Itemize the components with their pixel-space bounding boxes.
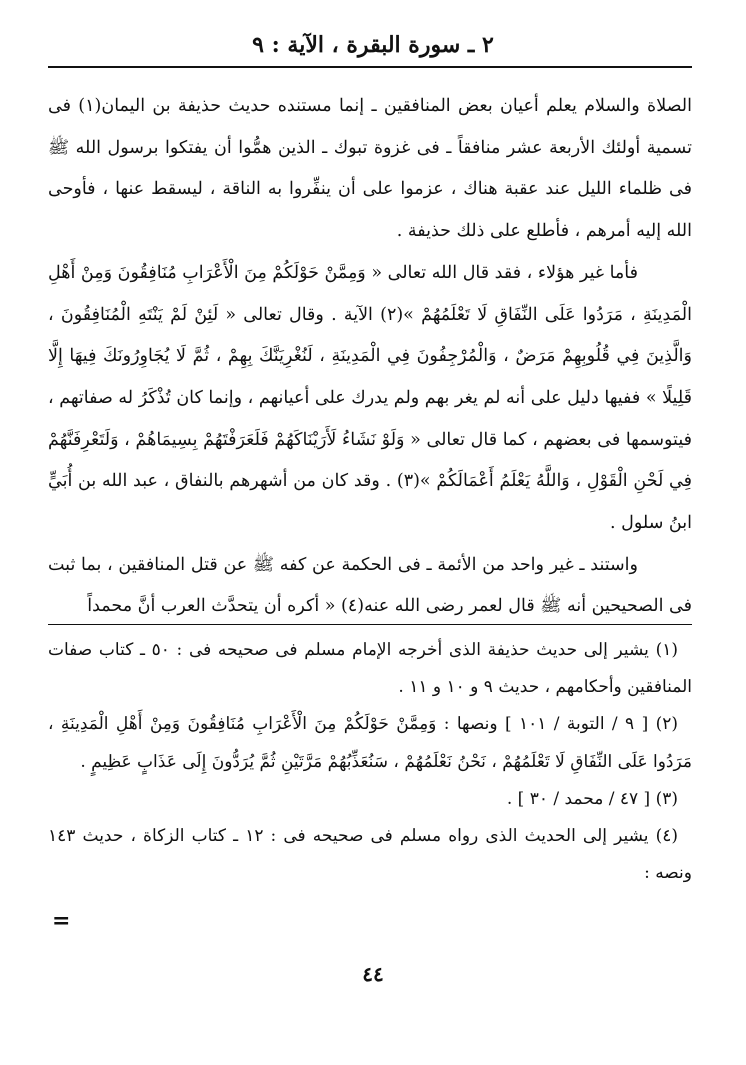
footnote: (٤) يشير إلى الحديث الذى رواه مسلم فى صحيحه فى : ١٢ ـ كتاب الزكاة ، حديث ١٤٣ ونصه :	[48, 826, 692, 884]
footnote-separator	[48, 624, 692, 625]
page-number: ٤٤	[362, 962, 384, 986]
footnote: (٣) [ ٤٧ / محمد / ٣٠ ] .	[506, 788, 678, 809]
running-head: ٢ ـ سورة البقرة ، الآية : ٩	[252, 32, 494, 58]
continuation-mark: =	[52, 908, 71, 934]
header-rule	[48, 66, 692, 68]
paragraph: واستند ـ غير واحد من الأئمة ـ فى الحكمة عن كفه ﷺ عن قتل المنافقين ، بما ثبت فى الصحيحين أنه ﷺ قال لعمر رضى الله عنه(٤) « أكره أن يتحدَّث العرب أنَّ محمداً	[48, 554, 692, 617]
footnote: (٢) [ ٩ / التوبة / ١٠١ ] ونصها : وَمِمَّنْ حَوْلَكُمْ مِنَ الْأَعْرَابِ مُنَافِقُونَ وَمِنْ أَهْلِ الْمَدِينَةِ ، مَرَدُوا عَلَى النِّفَاقِ لَا تَعْلَمُهُمْ ، نَحْنُ نَعْلَمُهُمْ ، سَنُعَذِّبُهُمْ مَرَّتَيْنِ ثُمَّ يُرَدُّونَ إِلَى عَذَابٍ عَظِيمٍ .	[48, 714, 692, 772]
main-text	[48, 86, 692, 628]
paragraph: الصلاة والسلام يعلم أعيان بعض المنافقين ـ إنما مستنده حديث حذيفة بن اليمان(١) فى تسمية أولئك الأربعة عشر منافقاً ـ فى غزوة تبوك ـ الذين همُّوا أن يفتكوا برسول الله ﷺ فى ظلماء الليل عند عقبة هناك ، عزموا على أن ينفِّروا به الناقة ، ليسقط عنها ، فأوحى الله إليه أمرهم ، فأطلع على ذلك حذيفة .	[48, 96, 693, 242]
footnote: (١) يشير إلى حديث حذيفة الذى أخرجه الإمام مسلم فى صحيحه فى : ٥٠ ـ كتاب صفات المنافقين وأحكامهم ، حديث ٩ و ١٠ و ١١ .	[48, 640, 692, 698]
footnotes	[48, 632, 692, 892]
paragraph: فأما غير هؤلاء ، فقد قال الله تعالى « وَمِمَّنْ حَوْلَكُمْ مِنَ الْأَعْرَابِ مُنَافِقُونَ وَمِنْ أَهْلِ الْمَدِينَةِ ، مَرَدُوا عَلَى النِّفَاقِ لَا تَعْلَمُهُمْ »(٢) الآية . وقال تعالى « لَئِنْ لَمْ يَنْتَهِ الْمُنَافِقُونَ ، وَالَّذِينَ فِي قُلُوبِهِمْ مَرَضٌ ، وَالْمُرْجِفُونَ فِي الْمَدِينَةِ ، لَنُغْرِيَنَّكَ بِهِمْ ، ثُمَّ لَا يُجَاوِرُونَكَ فِيهَا إِلَّا قَلِيلًا » ففيها دليل على أنه لم يغر بهم ولم يدرك على أعيانهم ، وإنما كان تُذْكَرُ له صفاتهم ، فيتوسمها فى بعضهم ، كما قال تعالى « وَلَوْ نَشَاءُ لَأَرَيْنَاكَهُمْ فَلَعَرَفْتَهُمْ بِسِيمَاهُمْ ، وَلَتَعْرِفَنَّهُمْ فِي لَحْنِ الْقَوْلِ ، وَاللَّهُ يَعْلَمُ أَعْمَالَكُمْ »(٣) . وقد كان من أشهرهم بالنفاق ، عبد الله بن أُبَيٍّ ابنُ سلول .	[48, 262, 693, 534]
